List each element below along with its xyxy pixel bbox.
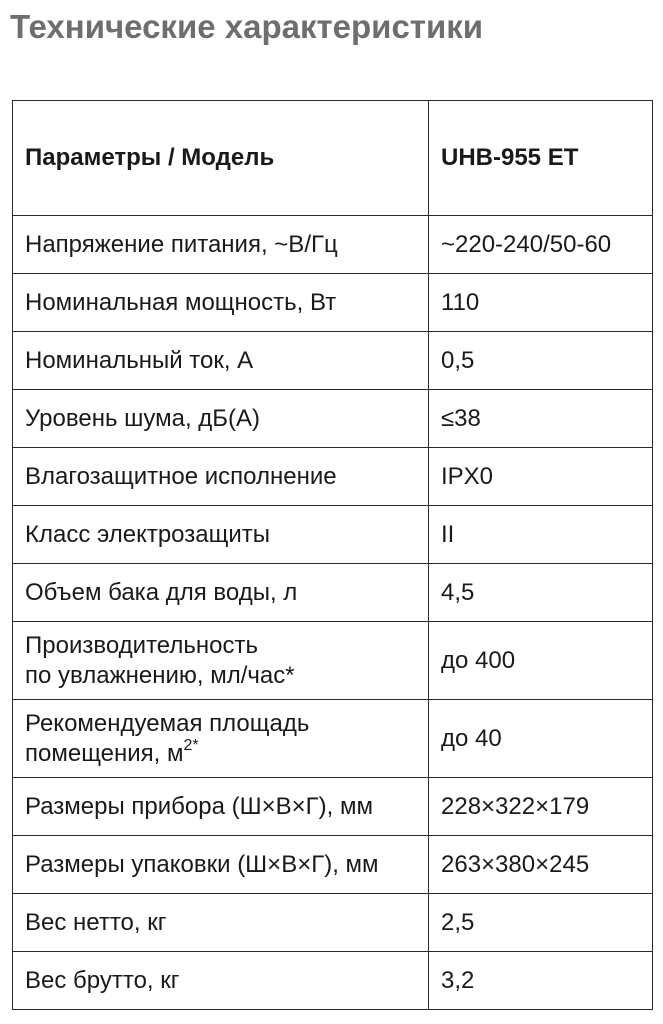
table-row [13,778,653,836]
param-cell: Вес брутто, кг [13,952,429,1010]
table-row [13,332,653,390]
param-line-text: помещения, м [25,739,184,767]
value-cell: 4,5 [429,564,653,622]
param-cell: Класс электрозащиты [13,506,429,564]
param-cell: Уровень шума, дБ(А) [13,390,429,448]
value-cell: ≤38 [429,390,653,448]
table-row [13,390,653,448]
specifications-table [12,100,653,1010]
value-cell: 263×380×245 [429,836,653,894]
param-cell: Номинальный ток, А [13,332,429,390]
param-line: Производительность [25,631,258,659]
superscript-mark: 2* [183,736,199,754]
value-cell: 2,5 [429,894,653,952]
param-cell: Объем бака для воды, л [13,564,429,622]
value-cell: 0,5 [429,332,653,390]
value-cell: II [429,506,653,564]
value-cell: 110 [429,274,653,332]
value-cell: 3,2 [429,952,653,1010]
value-cell: IPX0 [429,448,653,506]
table-row [13,836,653,894]
page-title: Технические характеристики [10,8,484,45]
table-row [13,564,653,622]
param-cell: Влагозащитное исполнение [13,448,429,506]
table-row [13,216,653,274]
value-cell: до 400 [429,622,653,700]
table-row [13,700,653,778]
table-row [13,622,653,700]
table-row [13,894,653,952]
value-cell: до 40 [429,700,653,778]
param-cell [13,700,429,778]
param-cell: Вес нетто, кг [13,894,429,952]
table-row [13,952,653,1010]
param-cell [13,622,429,700]
param-cell: Напряжение питания, ~В/Гц [13,216,429,274]
table-row [13,506,653,564]
param-cell: Размеры прибора (Ш×В×Г), мм [13,778,429,836]
table-row [13,274,653,332]
value-cell: ~220-240/50-60 [429,216,653,274]
param-cell: Номинальная мощность, Вт [13,274,429,332]
param-line: Рекомендуемая площадь [25,709,310,737]
param-line: по увлажнению, мл/час* [25,661,295,689]
table-row [13,448,653,506]
value-cell: 228×322×179 [429,778,653,836]
param-line-with-sup [25,736,416,769]
header-parameters-cell: Параметры / Модель [13,101,429,216]
table-header-row [13,101,653,216]
param-cell: Размеры упаковки (Ш×В×Г), мм [13,836,429,894]
header-model-cell: UHB-955 ET [429,101,653,216]
